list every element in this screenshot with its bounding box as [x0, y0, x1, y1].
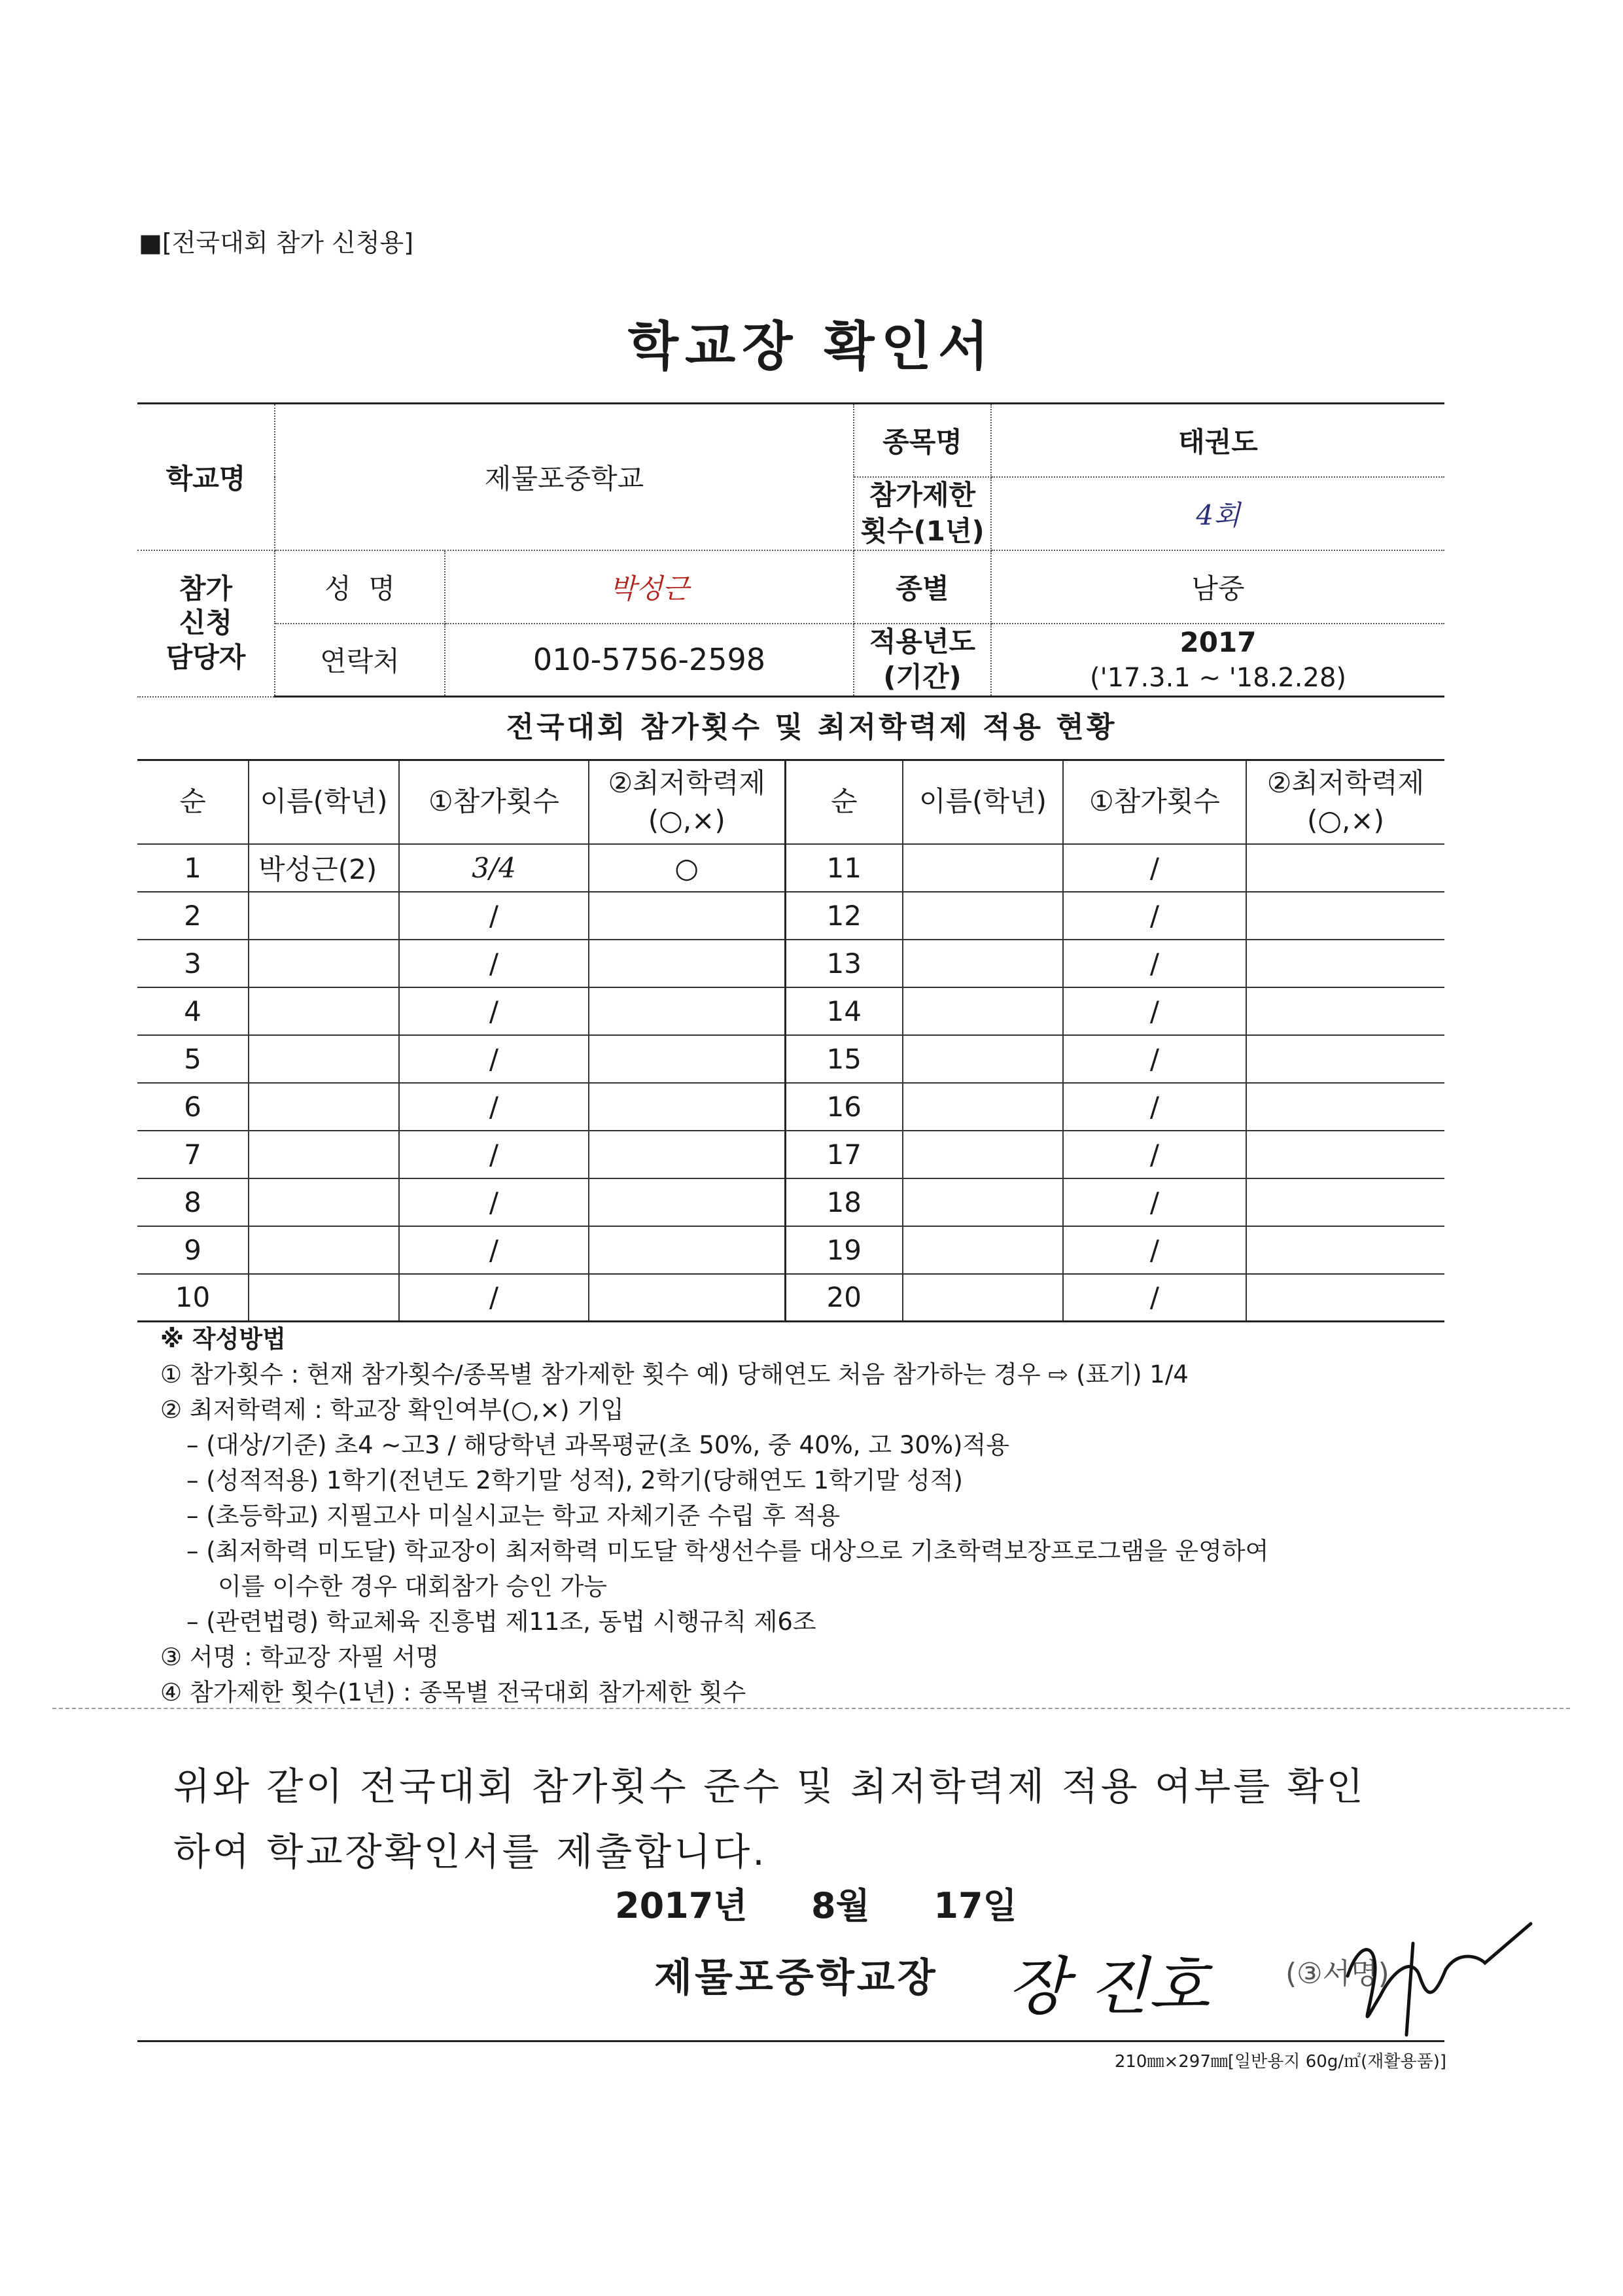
cell-right-count: /: [1063, 940, 1246, 987]
cell-right-no: 19: [785, 1226, 903, 1274]
year-label-line2: (기간): [883, 661, 962, 694]
instructions-list: [160, 1357, 1446, 1710]
header-grade-right: [1246, 760, 1444, 844]
cell-right-count: /: [1063, 987, 1246, 1035]
page-title: 학교장 확인서: [627, 316, 996, 377]
cell-right-name: [903, 1274, 1063, 1322]
header-grade-line1: ②최저학력제: [608, 767, 765, 800]
confirmation-line2: 하여 학교장확인서를 제출합니다.: [173, 1829, 767, 1874]
table-row: [137, 940, 1444, 987]
cell-left-grade: [589, 892, 785, 940]
table-row: [137, 844, 1444, 892]
submission-date: 2017년 8월 17일: [615, 1885, 1017, 1926]
header-grade-right-line2: (○,×): [1307, 804, 1384, 836]
cell-left-count: /: [399, 940, 589, 987]
cell-left-no: 10: [137, 1274, 249, 1322]
cell-right-name: [903, 1035, 1063, 1083]
cell-left-grade: ○: [589, 844, 785, 892]
applicant-label: [137, 550, 275, 697]
instructions: [160, 1322, 1446, 1710]
cell-left-name: [249, 940, 399, 987]
table-row: [137, 1035, 1444, 1083]
cell-left-count: /: [399, 892, 589, 940]
cell-right-no: 20: [785, 1274, 903, 1322]
cell-right-grade: [1246, 1178, 1444, 1226]
participation-table: [137, 759, 1444, 1322]
cell-right-grade: [1246, 1131, 1444, 1178]
instruction-line: 이를 이수한 경우 대회참가 승인 가능: [218, 1572, 607, 1600]
cell-left-name: [249, 1178, 399, 1226]
cell-right-count: /: [1063, 1035, 1246, 1083]
cell-right-count: /: [1063, 1083, 1246, 1131]
contact-value: 010-5756-2598: [445, 624, 854, 697]
cell-right-no: 17: [785, 1131, 903, 1178]
cell-right-grade: [1246, 1274, 1444, 1322]
cell-left-count: /: [399, 1035, 589, 1083]
cell-right-count: /: [1063, 1131, 1246, 1178]
table-header-row: [137, 760, 1444, 844]
limit-label-line1: 참가제한: [869, 478, 976, 511]
cell-left-count: 3/4: [399, 844, 589, 892]
cell-left-no: 7: [137, 1131, 249, 1178]
instructions-heading: ※ 작성방법: [160, 1325, 286, 1353]
limit-label: [854, 477, 991, 550]
cell-left-grade: [589, 1178, 785, 1226]
cell-right-count: /: [1063, 1226, 1246, 1274]
cell-left-no: 4: [137, 987, 249, 1035]
year-label: [854, 624, 991, 697]
table-row: [137, 892, 1444, 940]
cell-right-count: /: [1063, 1178, 1246, 1226]
cell-right-grade: [1246, 1035, 1444, 1083]
cell-left-count: /: [399, 1226, 589, 1274]
principal-signature: 장 진호: [1007, 1950, 1210, 2023]
cell-right-count: /: [1063, 1274, 1246, 1322]
cell-right-no: 11: [785, 844, 903, 892]
cell-right-name: [903, 1131, 1063, 1178]
sport-value: 태권도: [991, 404, 1444, 477]
header-grade-right-line1: ②최저학력제: [1266, 767, 1425, 800]
applicant-label-line3: 담당자: [166, 641, 246, 673]
cell-right-count: /: [1063, 892, 1246, 940]
cell-left-no: 3: [137, 940, 249, 987]
cell-right-name: [903, 844, 1063, 892]
category-label: 종별: [854, 550, 991, 624]
cell-right-grade: [1246, 940, 1444, 987]
form-tag: ■[전국대회 참가 신청용]: [139, 228, 414, 257]
contact-label: 연락처: [275, 624, 445, 697]
cell-left-name: [249, 1226, 399, 1274]
section-title: 전국대회 참가횟수 및 최저학력제 적용 현황: [506, 711, 1117, 744]
cell-left-name: 박성근(2): [249, 844, 399, 892]
header-no: 순: [137, 760, 249, 844]
cell-left-grade: [589, 940, 785, 987]
cell-left-count: /: [399, 1131, 589, 1178]
applicant-label-line1: 참가: [179, 572, 233, 605]
instruction-line: ④ 참가제한 횟수(1년) : 종목별 전국대회 참가제한 횟수: [160, 1678, 746, 1706]
cell-left-no: 8: [137, 1178, 249, 1226]
cell-right-no: 18: [785, 1178, 903, 1226]
instruction-line: – (대상/기준) 초4 ~고3 / 해당학년 과목평균(초 50%, 중 40%, 고 30%)적용: [186, 1431, 1009, 1459]
cell-right-grade: [1246, 1083, 1444, 1131]
signature-scribble-icon: [1335, 1898, 1550, 2048]
cell-right-no: 16: [785, 1083, 903, 1131]
header-grade-line2: (○,×): [648, 804, 725, 836]
school-label: 학교명: [137, 404, 275, 550]
cell-left-grade: [589, 1131, 785, 1178]
header-count-right: ①참가횟수: [1063, 760, 1246, 844]
header-count: ①참가횟수: [399, 760, 589, 844]
cell-right-name: [903, 1226, 1063, 1274]
cell-left-grade: [589, 987, 785, 1035]
instruction-line: – (초등학교) 지필고사 미실시교는 학교 자체기준 수립 후 적용: [186, 1502, 841, 1530]
cell-left-name: [249, 987, 399, 1035]
table-row: [137, 987, 1444, 1035]
cell-left-no: 5: [137, 1035, 249, 1083]
cell-right-count: /: [1063, 844, 1246, 892]
cell-left-name: [249, 1131, 399, 1178]
cell-right-grade: [1246, 987, 1444, 1035]
cell-left-no: 1: [137, 844, 249, 892]
table-row: [137, 1274, 1444, 1322]
instruction-line: – (관련법령) 학교체육 진흥법 제11조, 동법 시행규칙 제6조: [186, 1608, 816, 1636]
school-name: 제물포중학교: [275, 404, 854, 550]
year-cell: [991, 624, 1444, 697]
instruction-line: ① 참가횟수 : 현재 참가횟수/종목별 참가제한 횟수 예) 당해연도 처음 참가하는 경우 ⇨ (표기) 1/4: [160, 1360, 1189, 1388]
header-no-right: 순: [785, 760, 903, 844]
principal-title: 제물포중학교장: [654, 1955, 938, 2001]
cell-left-grade: [589, 1274, 785, 1322]
name-label: 성 명: [275, 550, 445, 624]
cell-right-no: 15: [785, 1035, 903, 1083]
cell-left-count: /: [399, 1178, 589, 1226]
bottom-rule: [137, 2040, 1444, 2042]
cell-left-grade: [589, 1226, 785, 1274]
cell-left-no: 2: [137, 892, 249, 940]
year-label-line1: 적용년도: [869, 625, 976, 658]
cell-left-name: [249, 1035, 399, 1083]
instruction-line: – (성적적용) 1학기(전년도 2학기말 성적), 2학기(당해연도 1학기말 성적): [186, 1466, 963, 1494]
paper-spec: 210㎜×297㎜[일반용지 60g/㎡(재활용품)]: [1114, 2052, 1446, 2072]
cell-right-grade: [1246, 844, 1444, 892]
cell-left-grade: [589, 1035, 785, 1083]
cut-line: [52, 1708, 1570, 1709]
table-row: [137, 1178, 1444, 1226]
confirmation-text: [173, 1754, 1436, 1884]
sport-label: 종목명: [854, 404, 991, 477]
cell-right-grade: [1246, 892, 1444, 940]
cell-right-name: [903, 1083, 1063, 1131]
cell-right-no: 14: [785, 987, 903, 1035]
header-name: 이름(학년): [249, 760, 399, 844]
name-value: 박성근: [445, 550, 854, 624]
header-table: [137, 402, 1444, 698]
cell-left-no: 6: [137, 1083, 249, 1131]
cell-left-count: /: [399, 1274, 589, 1322]
applicant-label-line2: 신청: [179, 607, 233, 639]
cell-left-name: [249, 1274, 399, 1322]
cell-left-no: 9: [137, 1226, 249, 1274]
instruction-line: ③ 서명 : 학교장 자필 서명: [160, 1643, 440, 1671]
cell-left-name: [249, 1083, 399, 1131]
header-grade: [589, 760, 785, 844]
year-value: 2017: [1179, 626, 1257, 658]
cell-left-count: /: [399, 1083, 589, 1131]
instruction-line: – (최저학력 미도달) 학교장이 최저학력 미도달 학생선수를 대상으로 기초학력보장프로그램을 운영하여: [186, 1537, 1269, 1565]
cell-right-name: [903, 892, 1063, 940]
table-row: [137, 1083, 1444, 1131]
limit-value: 4회: [991, 477, 1444, 550]
header-name-right: 이름(학년): [903, 760, 1063, 844]
table-row: [137, 1226, 1444, 1274]
cell-left-name: [249, 892, 399, 940]
cell-right-grade: [1246, 1226, 1444, 1274]
period-value: ('17.3.1 ~ '18.2.28): [1089, 662, 1347, 693]
cell-right-name: [903, 1178, 1063, 1226]
cell-right-no: 13: [785, 940, 903, 987]
table-row: [137, 1131, 1444, 1178]
confirmation-line1: 위와 같이 전국대회 참가횟수 준수 및 최저학력제 적용 여부를 확인: [173, 1764, 1366, 1809]
category-value: 남중: [991, 550, 1444, 624]
cell-right-name: [903, 940, 1063, 987]
signature-mark: (③서명): [1285, 1957, 1389, 1990]
cell-left-count: /: [399, 987, 589, 1035]
instruction-line: ② 최저학력제 : 학교장 확인여부(○,×) 기입: [160, 1396, 624, 1424]
cell-left-grade: [589, 1083, 785, 1131]
cell-right-no: 12: [785, 892, 903, 940]
limit-label-line2: 횟수(1년): [860, 514, 985, 547]
cell-right-name: [903, 987, 1063, 1035]
